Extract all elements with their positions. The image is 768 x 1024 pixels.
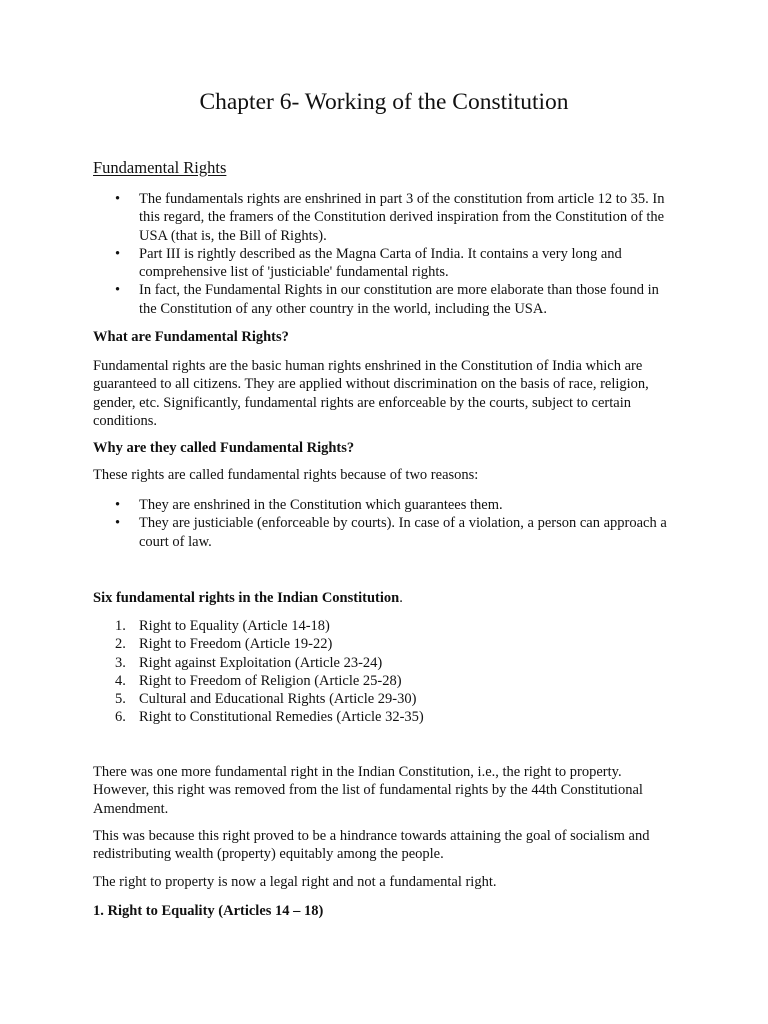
list-item [93,708,673,726]
bullet-icon: • [115,191,121,207]
list-item-text: Right to Equality (Article 14-18) [139,618,330,634]
list-item [93,617,673,635]
list-number: 5. [115,691,126,708]
property-paragraph-3: The right to property is now a legal right and not a fundamental right. [93,874,497,890]
list-item [93,514,673,551]
list-item-text: They are justiciable (enforceable by courts). In case of a violation, a person can approach a court of law. [139,515,667,550]
right-to-equality-heading: 1. Right to Equality (Articles 14 – 18) [93,903,324,919]
list-item [93,635,673,653]
bullet-icon: • [115,497,121,513]
list-number: 2. [115,636,126,653]
list-item-text: Part III is rightly described as the Magna Carta of India. It contains a very long and comprehensive list of 'justiciable' fundamental rights. [139,245,622,281]
why-called-bullet-list [93,496,673,551]
six-rights-heading-suffix: . [399,590,403,606]
bullet-icon: • [115,245,121,262]
list-item [93,245,673,282]
six-rights-list [93,617,673,727]
section-heading-fundamental-rights: Fundamental Rights [93,158,227,177]
list-item [93,690,673,708]
what-are-paragraph: Fundamental rights are the basic human rights enshrined in the Constitution of India which are guaranteed to all citizens. They are applied without discrimination on the basis of race, religion, gender, etc. Significantly, fundamental rights are enforceable by the courts, subject to certain conditions. [93,358,649,429]
what-are-heading: What are Fundamental Rights? [93,329,289,345]
list-item-text: Cultural and Educational Rights (Article 29-30) [139,691,417,708]
list-item-text: In fact, the Fundamental Rights in our constitution are more elaborate than those found in the Constitution of any other country in the world, including the USA. [139,282,659,317]
list-item [93,672,673,690]
list-item [93,654,673,672]
list-item-text: Right to Constitutional Remedies (Article 32-35) [139,709,424,726]
list-item-text: Right against Exploitation (Article 23-24) [139,654,383,671]
property-paragraph-1: There was one more fundamental right in the Indian Constitution, i.e., the right to property. However, this right was removed from the list of fundamental rights by the 44th Constitutional Amendment. [93,764,643,817]
list-item-text: The fundamentals rights are enshrined in part 3 of the constitution from article 12 to 35. In this regard, the framers of the Constitution derived inspiration from the Constitution of the USA (that is, the Bill of Rights). [139,191,665,244]
chapter-title: Chapter 6- Working of the Constitution [199,89,569,115]
list-item [93,496,673,514]
list-number: 4. [115,672,126,689]
property-paragraph-2: This was because this right proved to be a hindrance towards attaining the goal of socialism and redistributing wealth (property) equitably among the people. [93,828,650,863]
bullet-icon: • [115,515,121,532]
list-number: 1. [115,618,126,634]
list-number: 6. [115,709,126,726]
list-item [93,190,673,245]
six-rights-heading [93,589,673,607]
six-rights-heading-text: Six fundamental rights in the Indian Constitution [93,590,400,606]
list-item-text: Right to Freedom of Religion (Article 25-28) [139,672,402,689]
intro-bullet-list [93,190,673,318]
list-item-text: They are enshrined in the Constitution which guarantees them. [139,497,503,513]
bullet-icon: • [115,282,121,299]
why-called-paragraph: These rights are called fundamental rights because of two reasons: [93,467,479,483]
list-item [93,281,673,318]
list-item-text: Right to Freedom (Article 19-22) [139,636,333,653]
list-number: 3. [115,654,126,671]
why-called-heading: Why are they called Fundamental Rights? [93,440,355,456]
